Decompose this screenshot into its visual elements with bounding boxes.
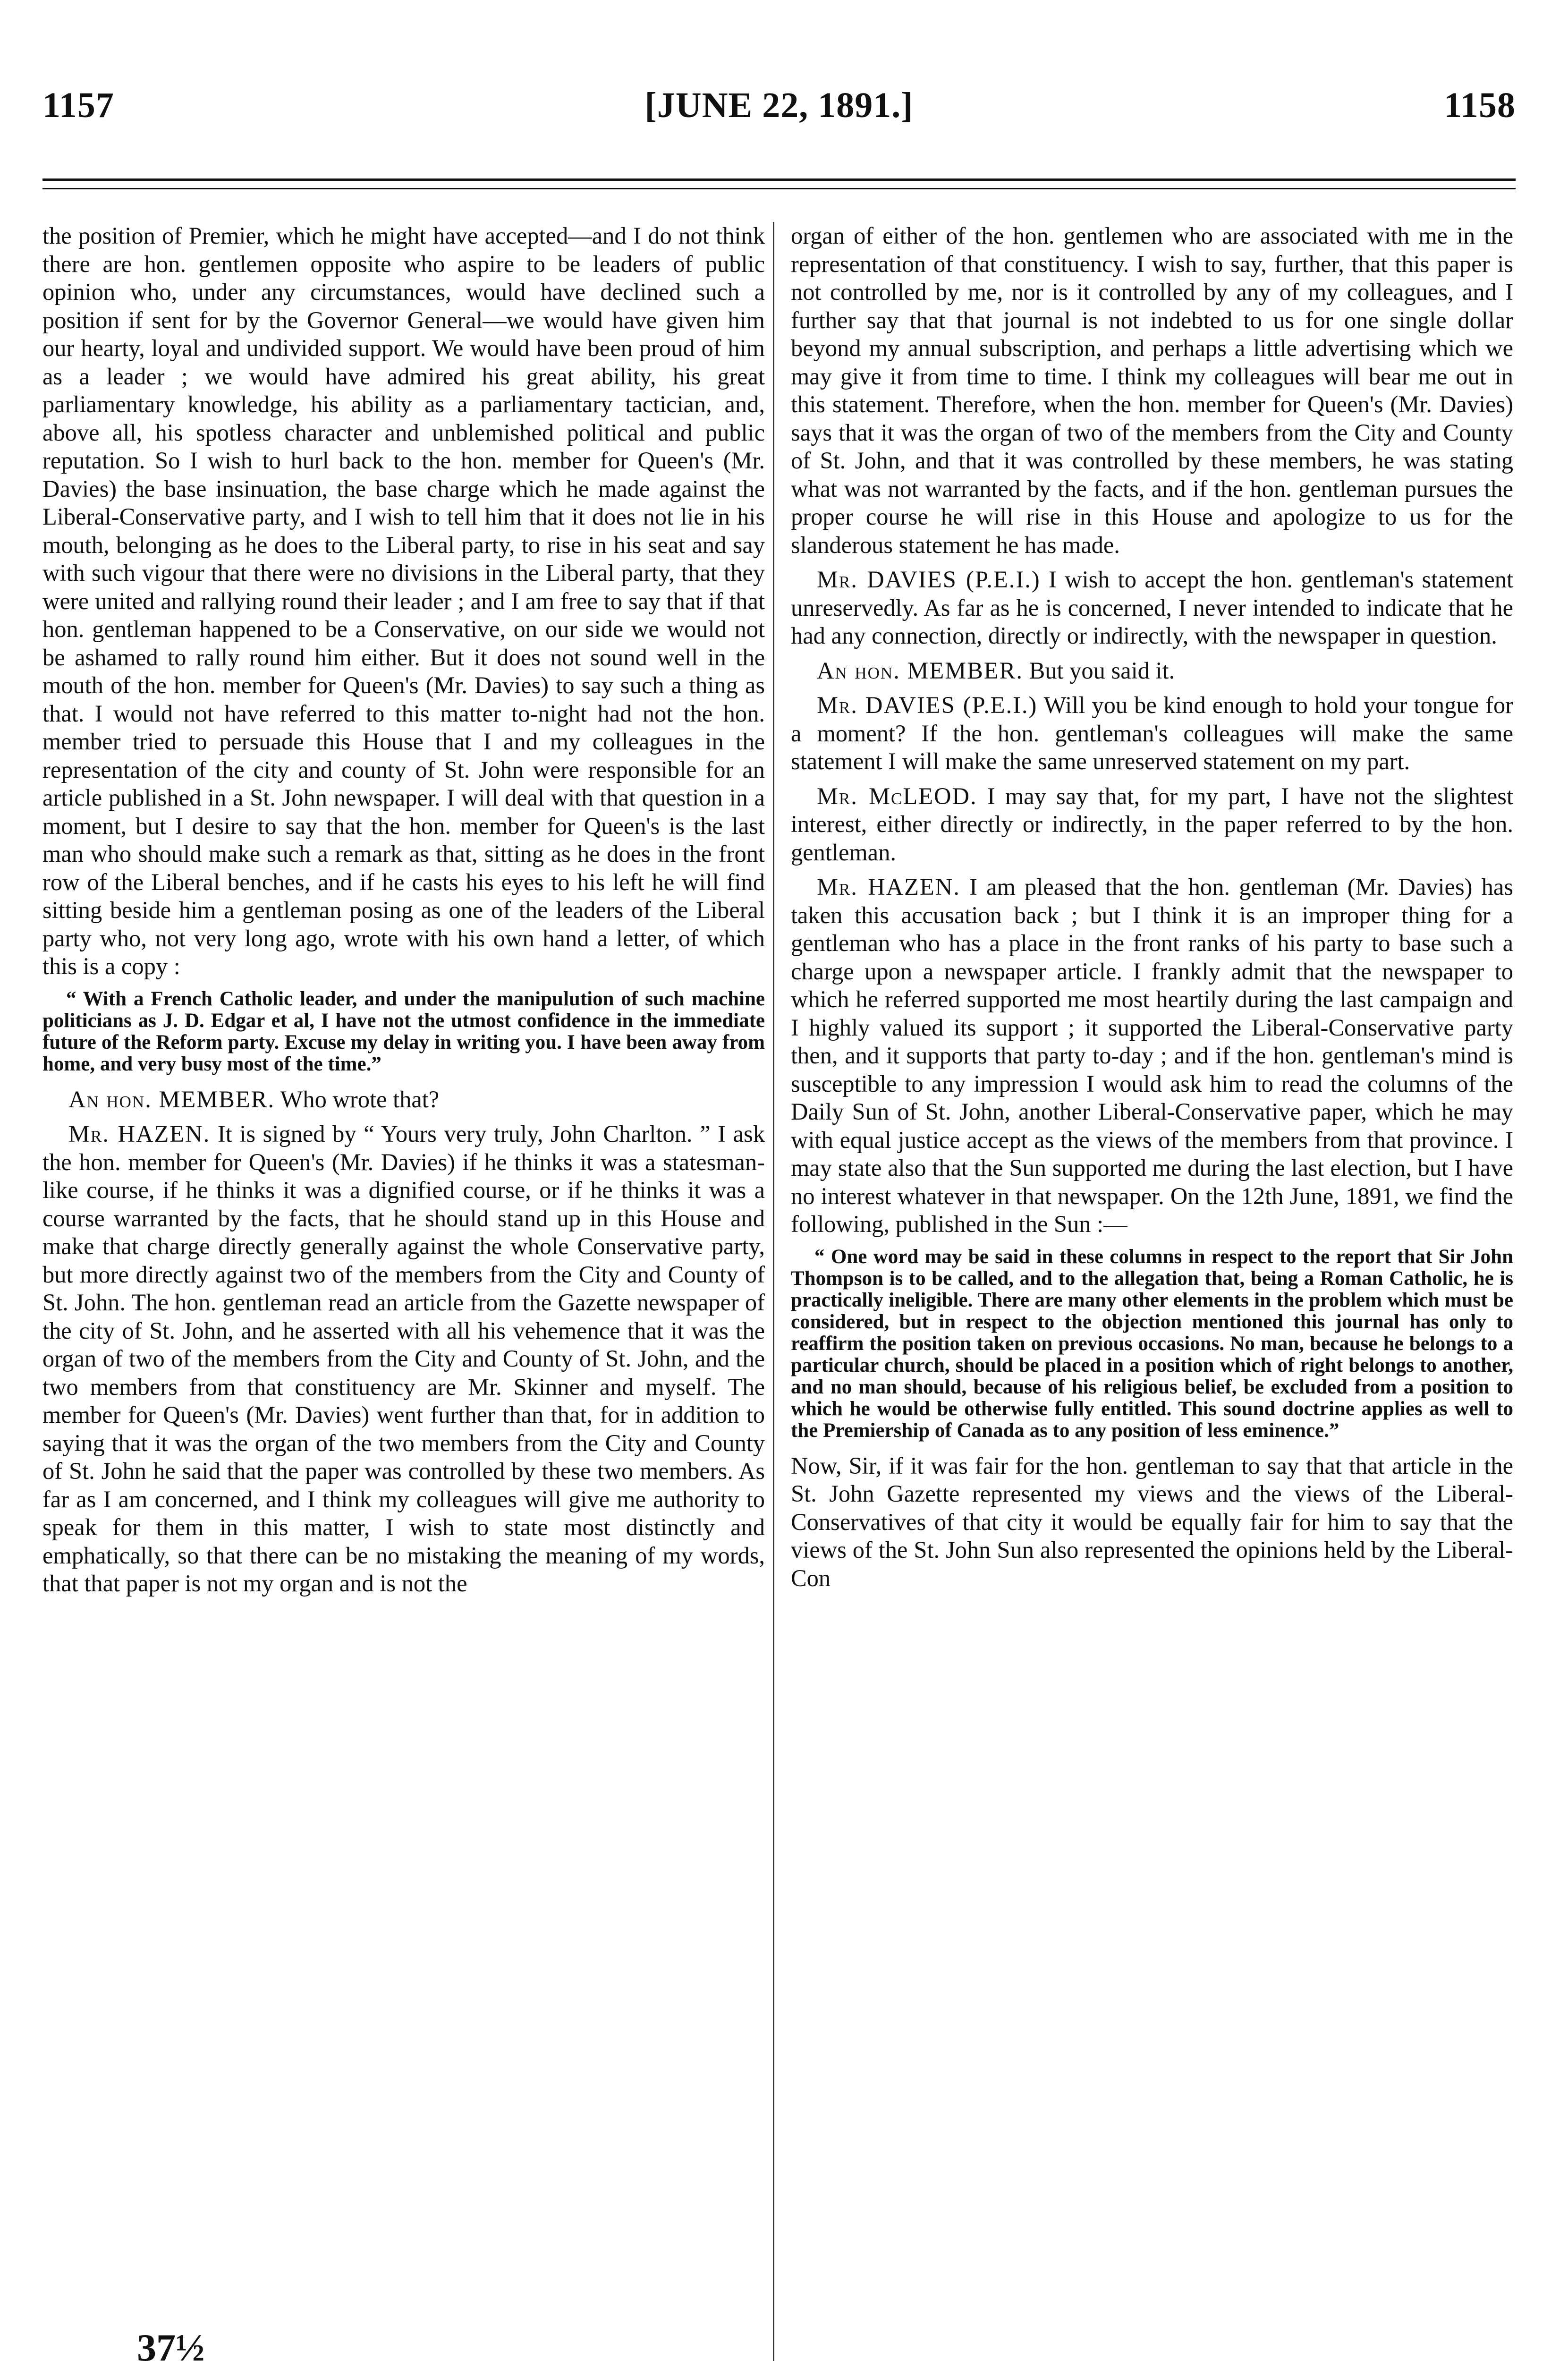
right-paragraph-5 [791, 782, 1513, 867]
column-divider [773, 222, 774, 2361]
speaker-name: Mr. HAZEN. [68, 1121, 211, 1147]
speech-text: I may say that, for my part, I have not the slightest interest, either directly or indirectly, in the paper referred to by the hon. gentleman. [791, 782, 1513, 866]
right-paragraph-6 [791, 873, 1513, 1239]
left-page-number: 1157 [42, 85, 114, 125]
sun-article-quote: “ One word may be said in these columns in respect to the report that Sir John Thompson is to be called, and to the allegation that, being a Roman Catholic, he is practically ineligible. There are many other elements in the problem which must be considered, but in respect to the objection mentioned this journal has only to reaffirm the position taken on previous occasions. No man, because he belongs to a particular church, should be placed in a position which of right belongs to another, and no man should, because of his religious belief, be excluded from a position to which he would be otherwise fully entitled. This sound doctrine applies as well to the Premiership of Canada as to any position of less eminence.” [791, 1245, 1513, 1442]
speech-text: It is signed by “ Yours very truly, John Charlton. ” I ask the hon. member for Queen's (Mr. Davies) if he thinks it was a statesman-like course, if he thinks it was a dignified course, or if he thinks it was a course warranted by the facts, that he should stand up in this House and make that charge directly generally against the whole Conservative party, but more directly against two of the members from the City and County of St. John. The hon. gentleman read an article from the Gazette newspaper of the city of St. John, and he asserted with all his vehemence that it was the organ of two of the members from the City and County of St. John, and the two members from that constituency are Mr. Skinner and myself. The member for Queen's (Mr. Davies) went further than that, for in addition to saying that it was the organ of the two members from the City and County of St. John he said that the paper was controlled by these two members. As far as I am concerned, and I think my colleagues will give me authority to speak for them in this matter, I wish to state most distinctly and emphatically, so that there can be no mistaking the meaning of my words, that that paper is not my organ and is not the [42, 1121, 765, 1597]
header-rule-thin [42, 188, 1516, 189]
right-page-number: 1158 [1444, 85, 1516, 125]
speech-text: I wish to accept the hon. gentleman's statement unreservedly. As far as he is concerned, I never intended to indicate that he had any connection, directly or indirectly, with the newspaper in question. [791, 566, 1514, 649]
right-column [791, 222, 1513, 1599]
signature-folio: 37½ [137, 2326, 205, 2361]
speech-text: Who wrote that? [280, 1086, 440, 1113]
speaker-name: Mr. DAVIES (P.E.I.) [817, 566, 1041, 593]
speech-text: I am pleased that the hon. gentleman (Mr. Davies) has taken this accusation back ; but I think it is an improper thing for a gentleman who has a place in the front ranks of his party to base such a charge upon a newspaper article. I frankly admit that the newspaper to which he referred supported me most heartily during the last campaign and I highly valued its support ; it supported the Liberal-Conservative party then, and it supports that party to-day ; and if the hon. gentleman's mind is susceptible to any impression I would ask him to read the columns of the Daily Sun of St. John, another Liberal-Conservative paper, which he may with equal justice accept as the views of the members from that province. I may state also that the Sun supported me during the last election, but I have no interest whatever in that newspaper. On the 12th June, 1891, we find the following, published in the Sun :— [791, 874, 1513, 1237]
charlton-letter-quote: “ With a French Catholic leader, and under the manipulution of such machine politicians as J. D. Edgar et al, I have not the utmost confidence in the immediate future of the Reform party. Excuse my delay in writing you. I have been away from home, and very busy most of the time.” [42, 987, 765, 1075]
header-rule-thick [42, 178, 1516, 181]
left-paragraph-2 [42, 1086, 765, 1114]
left-paragraph-3 [42, 1120, 765, 1598]
right-paragraph-3 [791, 657, 1513, 685]
right-paragraph-2 [791, 566, 1513, 650]
left-column [42, 222, 765, 1605]
right-paragraph-1: organ of either of the hon. gentlemen who are associated with me in the representation of that constituency. I wish to say, further, that this paper is not controlled by me, nor is it controlled by any of my colleagues, and I further say that that journal is not indebted to us for one single dollar beyond my annual subscription, and perhaps a little advertising which we may give it from time to time. I think my colleagues will bear me out in this statement. Therefore, when the hon. member for Queen's (Mr. Davies) says that it was the organ of two of the members from the City and County of St. John, and that it was controlled by these members, he was stating what was not warranted by the facts, and if the hon. gentleman pursues the proper course he will rise in this House and apologize to us for the slanderous statement he has made. [791, 222, 1513, 558]
speaker-name: Mr. McLEOD. [817, 782, 977, 809]
page-header [42, 85, 1516, 142]
speech-text: Will you be kind enough to hold your tongue for a moment? If the hon. gentleman's colleagues will make the same statement I will make the same unreserved statement on my part. [791, 692, 1513, 774]
right-paragraph-7: Now, Sir, if it was fair for the hon. gentleman to say that that article in the St. John Gazette represented my views and the views of the Liberal-Conservatives of that city it would be equally fair for him to say that the views of the St. John Sun also represented the opinions held by the Liberal-Con [791, 1452, 1513, 1591]
speaker-name: Mr. DAVIES (P.E.I.) [817, 692, 1038, 718]
speaker-name: An hon. MEMBER. [68, 1086, 275, 1113]
right-paragraph-4 [791, 691, 1513, 776]
speech-text: But you said it. [1029, 657, 1175, 684]
speaker-name: Mr. HAZEN. [817, 874, 960, 900]
left-paragraph-1: the position of Premier, which he might have accepted—and I do not think there are hon. gentlemen opposite who aspire to be leaders of public opinion who, under any circumstances, would have declined such a position if sent for by the Governor General—we would have given him our hearty, loyal and undivided support. We would have been proud of him as a leader ; we would have admired his great ability, his great parliamentary knowledge, his ability as a parliamentary tactician, and, above all, his spotless character and unblemished political and public reputation. So I wish to hurl back to the hon. member for Queen's (Mr. Davies) the base insinuation, the base charge which he made against the Liberal-Conservative party, and I wish to tell him that it does not lie in his mouth, belonging as he does to the Liberal party, to rise in his seat and say with such vigour that there were no divisions in the Liberal party, that they were united and rallying round their leader ; and I am free to say that if that hon. gentleman happened to be a Conservative, on our side we would not be ashamed to rally round him either. But it does not sound well in the mouth of the hon. member for Queen's (Mr. Davies) to say such a thing as that. I would not have referred to this matter to-night had not the hon. member tried to persuade this House that I and my colleagues in the representation of the city and county of St. John were responsible for an article published in a St. John newspaper. I will deal with that question in a moment, but I desire to say that the hon. member for Queen's is the last man who should make such a remark as that, sitting as he does in the front row of the Liberal benches, and if he casts his eyes to his left he will find sitting beside him a gentleman posing as one of the leaders of the Liberal party who, not very long ago, wrote with his own hand a letter, of which this is a copy : [42, 222, 765, 979]
header-date: [JUNE 22, 1891.] [644, 85, 914, 125]
speaker-name: An hon. MEMBER. [817, 657, 1023, 684]
